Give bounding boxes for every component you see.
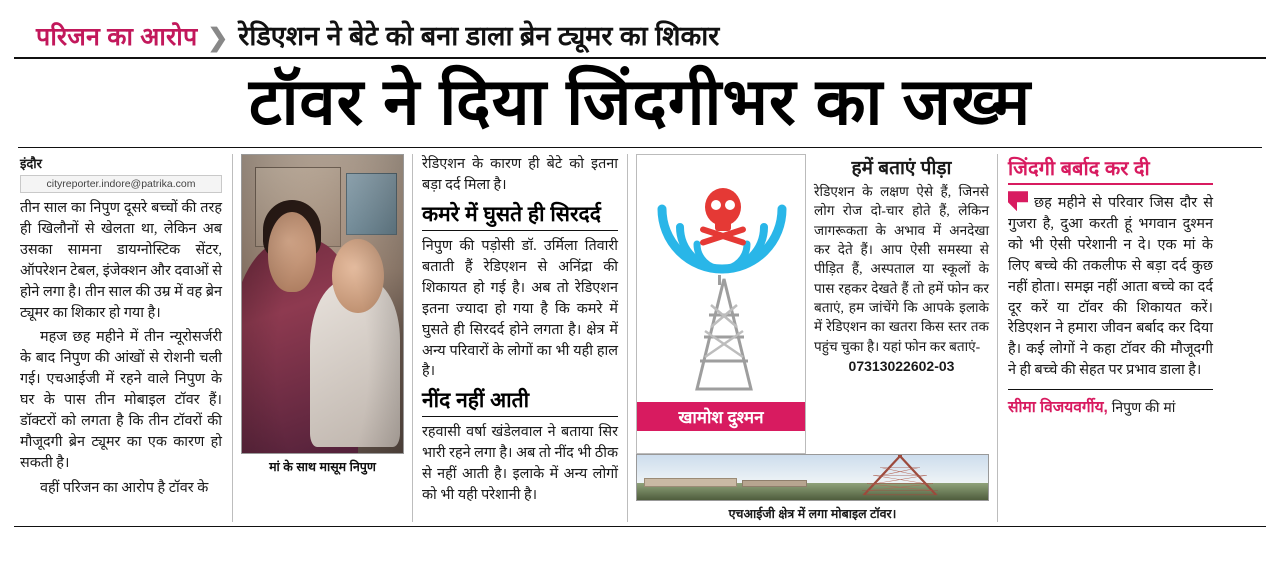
photo-mother-and-child — [241, 154, 404, 454]
subheading-divider — [422, 416, 618, 417]
column-four — [627, 154, 997, 522]
paragraph: वहीं परिजन का आरोप है टॉवर के — [40, 479, 209, 496]
quote-paragraph — [1008, 191, 1213, 381]
column-one-body — [20, 198, 222, 498]
mobile-tower-icon — [685, 275, 763, 395]
subheading-no-sleep: नींद नहीं आती — [422, 389, 530, 413]
tower-photo-caption: एचआईजी क्षेत्र में लगा मोबाइल टॉवर। — [728, 507, 897, 522]
section-body — [422, 236, 618, 382]
quote-box-title: जिंदगी बर्बाद कर दी — [1008, 158, 1150, 181]
page-title: टॉवर ने दिया जिंदगीभर का जख्म — [248, 65, 1032, 138]
column-two — [232, 154, 412, 522]
kicker-headline: रेडिएशन ने बेटे को बना डाला ब्रेन ट्यूमर का शिकार — [238, 21, 720, 51]
page-bottom-divider — [14, 526, 1266, 527]
byline-role: निपुण की मां — [1111, 399, 1176, 416]
quote-mark-icon — [1008, 191, 1028, 211]
photo-building-secondary — [742, 480, 807, 487]
photo-vignette — [242, 155, 403, 453]
photo-mobile-tower — [636, 454, 989, 501]
headline-divider — [18, 147, 1262, 148]
skull-icon — [695, 185, 751, 251]
dateline: इंदौर — [20, 156, 42, 172]
infobox-title: हमें बताएं पीड़ा — [851, 158, 952, 180]
infobox-text: रेडिएशन के लक्षण ऐसे हैं, जिनसे लोग रोज दो-चार होते हैं, लेकिन जागरूकता के अभाव में अनदेखा कर देते हैं। आप ऐसी समस्या से पीड़ित हैं, अस्पताल या स्कूलों के पास रहकर देखते हैं तो हमें फोन कर बताएं, हम जांचेंगे कि आपके इलाके में रेडिएशन का खतरा किस स्तर तक पहुंच चुका है। यहां फोन कर बताएं- — [814, 184, 989, 354]
photo-caption: मां के साथ मासूम निपुण — [269, 460, 376, 475]
column-one — [14, 154, 232, 522]
kicker-label: परिजन का आरोप — [36, 23, 198, 51]
quote-box-divider — [1008, 183, 1213, 185]
section-body — [422, 422, 618, 506]
infographic-row — [636, 154, 989, 454]
reporter-email: cityreporter.indore@patrika.com — [20, 175, 222, 193]
article-columns — [14, 154, 1266, 522]
tower-structure-icon — [840, 455, 960, 500]
byline-name: सीमा विजयवर्गीय, — [1008, 399, 1108, 417]
column-three-lead — [422, 154, 618, 196]
column-five — [997, 154, 1219, 522]
paragraph: रहवासी वर्षा खंडेलवाल ने बताया सिर भारी रहने लगा है। अब तो नींद भी ठीक से नहीं आती है। इलाके में अन्य लोगों को भी यही परेशानी है। — [422, 424, 618, 504]
quote-byline — [1008, 389, 1213, 417]
subheading-divider — [422, 230, 618, 231]
subheading-room-headache: कमरे में घुसते ही सिरदर्द — [422, 202, 601, 226]
chevron-right-icon: ❯ — [207, 25, 229, 52]
quote-text: छह महीने से परिवार जिस दौर से गुजरा है, दुआ करती हूं भगवान दुश्मन को भी ऐसी परेशानी न दे। एक मां के लिए बच्चे की तकलीफ से बड़ा दर्द कुछ नहीं होता। समझ नहीं आता बच्चे का दर्द दूर करें या टॉवर की शिकायत करें। रेडिएशन ने हमारा जीवन बर्बाद कर दिया है। कई लोगों ने कहा टॉवर की मौजूदगी ने ही बच्चे की सेहत पर प्रभाव डाला है। — [1008, 195, 1213, 379]
contact-phone: 07313022602-03 — [848, 357, 955, 374]
paragraph: तीन साल का निपुण दूसरे बच्चों की तरह ही खिलौनों से खेलता था, लेकिन अब उसका सामना डायग्नोस्टिक सेंटर, ऑपरेशन टेबल, इंजेक्शन और दवाओं से होने लगा है। तीन साल की उम्र में वह ब्रेन ट्यूमर का शिकार हो गया है। — [20, 200, 222, 321]
photo-building — [644, 478, 737, 487]
radiation-graphic — [636, 154, 806, 454]
tell-us-box — [812, 154, 989, 454]
paragraph: निपुण की पड़ोसी डॉ. उर्मिला तिवारी बताती हैं रेडिएशन से अनिंद्रा की शिकायत हो गई है। अब तो रेडिएशन इतना ज्यादा हो गया है कि कमरे में घुसते ही सिरदर्द होने लगता है। क्षेत्र में अन्य परिवारों के लोगों का भी यही हाल है। — [422, 238, 618, 380]
quote-text-wrapper — [1008, 191, 1213, 381]
column-three — [412, 154, 627, 522]
graphic-label: खामोश दुश्मन — [637, 402, 805, 431]
paragraph: महज छह महीने में तीन न्यूरोसर्जरी के बाद निपुण की आंखों से रोशनी चली गई। एचआईजी में रहने वाले निपुण के घर के पास तीन मोबाइल टॉवर हैं। डॉक्टरों को लगता है कि तीन टॉवरों की मौजूदगी ब्रेन ट्यूमर का एक कारण हो सकती है। — [20, 329, 222, 471]
kicker-row — [14, 10, 1266, 59]
paragraph: रेडिएशन के कारण ही बेटे को इतना बड़ा दर्द मिला है। — [422, 156, 618, 194]
